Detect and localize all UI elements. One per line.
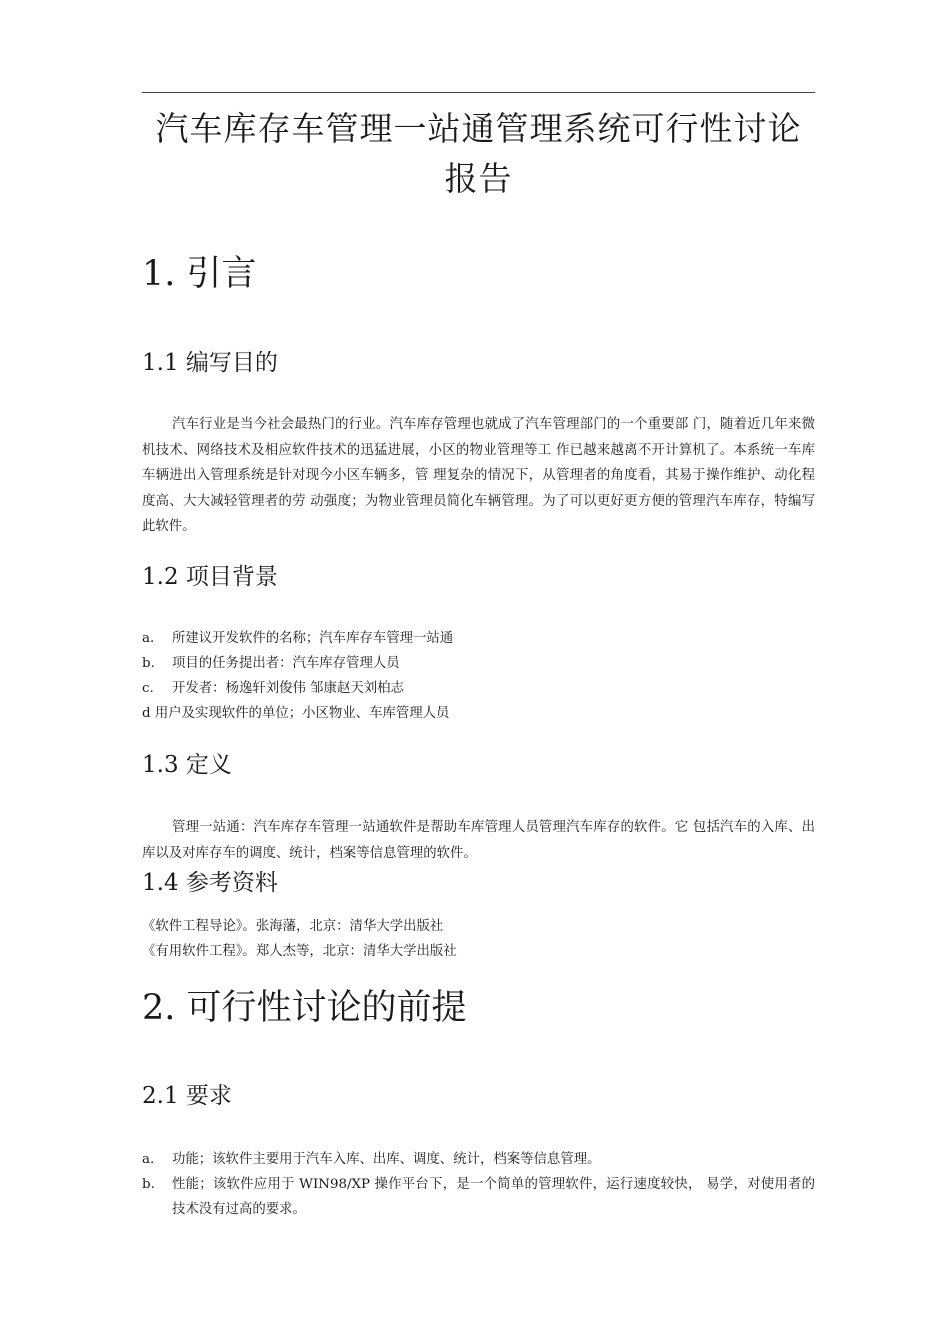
section-1-3-heading: 1.3 定义	[142, 752, 232, 778]
list-item	[142, 1147, 815, 1172]
section-1-2-heading: 1.2 项目背景	[142, 564, 278, 590]
document-title-line-1: 汽车库存车管理一站通管理系统可行性讨论	[155, 109, 802, 148]
section-1-3-body: 管理一站通：汽车库存车管理一站通软件是帮助车库管理人员管理汽车库存的软件。它 包括汽车的入库、出库以及对库存车的调度、统计，档案等信息管理的软件。	[142, 820, 815, 861]
list-marker: b.	[142, 656, 155, 671]
list-item	[142, 626, 815, 651]
section-1-1-heading: 1.1 编写目的	[142, 350, 278, 376]
section-1-1-body: 汽车行业是当今社会最热门的行业。汽车库存管理也就成了汽车管理部门的一个重要部 门，随着近几年来微机技术、网络技术及相应软件技术的迅猛进展，小区的物业管理等工 作已越来越离不开计算机了。本系统一车库车辆进出入管理系统是针对现今小区车辆多，管 理复杂的情况下，从管理者的角度看，其易于操作维护、动化程度高、大大减轻管理者的劳 动强度；为物业管理员简化车辆管理。为了可以更好更方便的管理汽车库存，特编写此软件。	[142, 417, 815, 534]
document-title	[142, 104, 815, 204]
list-item	[142, 1172, 815, 1222]
list-item	[142, 651, 815, 676]
header-rule	[142, 92, 815, 93]
list-item	[142, 676, 815, 701]
list-item-text: 项目的任务提出者：汽车库存管理人员	[172, 656, 400, 671]
section-1-heading: 1. 引言	[142, 254, 257, 294]
list-item-text: 功能；该软件主要用于汽车入库、出库、调度、统计，档案等信息管理。	[172, 1152, 601, 1167]
project-background-list	[142, 626, 815, 726]
document-title-line-2: 报告	[444, 159, 513, 198]
list-item-text: 性能；该软件应用于 WIN98/XP 操作平台下，是一个简单的管理软件，运行速度较快， 易学，对使用者的技术没有过高的要求。	[172, 1177, 815, 1217]
list-item-text: 所建议开发软件的名称；汽车库存车管理一站通	[172, 631, 454, 646]
list-marker: a.	[142, 631, 155, 646]
list-marker: a.	[142, 1152, 155, 1167]
reference-list	[142, 914, 815, 964]
list-marker: b.	[142, 1177, 155, 1192]
requirements-list	[142, 1147, 815, 1222]
list-marker: c.	[142, 681, 154, 696]
list-item-text: d 用户及实现软件的单位；小区物业、车库管理人员	[142, 706, 450, 721]
section-2-1-heading: 2.1 要求	[142, 1083, 232, 1109]
reference-item: 《有用软件工程》。郑人杰等，北京：清华大学出版社	[142, 944, 457, 959]
list-item	[142, 701, 815, 726]
document-page	[142, 0, 815, 1344]
list-item-text: 开发者：杨逸轩刘俊伟 邹康赵天刘柏志	[172, 681, 404, 696]
section-2-heading: 2. 可行性讨论的前提	[142, 988, 467, 1028]
reference-item: 《软件工程导论》。张海藩，北京：清华大学出版社	[142, 919, 444, 934]
section-1-4-heading: 1.4 参考资料	[142, 870, 278, 896]
